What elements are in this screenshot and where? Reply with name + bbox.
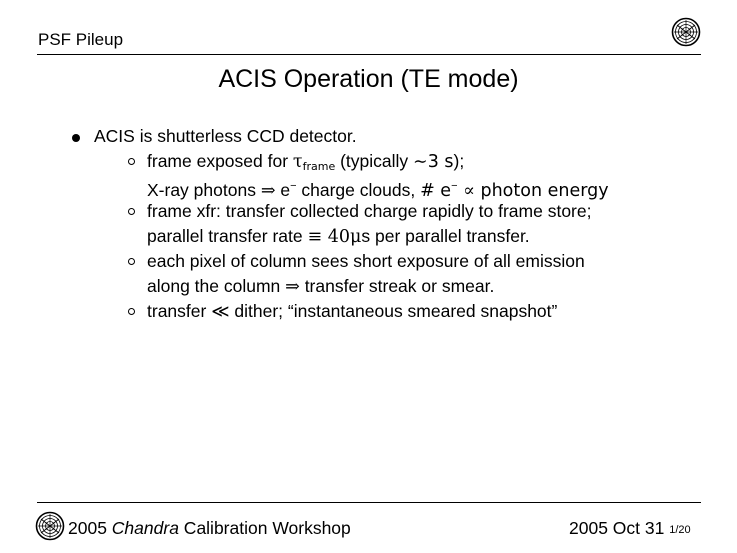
sub-bullet-2-line-2: parallel transfer rate ≡ 40μs per parallel transfer. xyxy=(147,226,530,247)
page-number: 1/20 xyxy=(669,524,691,536)
sub-bullet-4-line-1: transfer ≪ dither; “instantaneous smeared snapshot” xyxy=(147,301,558,322)
slide-title: ACIS Operation (TE mode) xyxy=(218,65,519,93)
bullet-marker xyxy=(72,134,80,142)
header-divider xyxy=(37,54,701,55)
main-bullet-text: ACIS is shutterless CCD detector. xyxy=(94,126,357,146)
chandra-logo-icon xyxy=(35,511,65,541)
sub-bullet-marker xyxy=(128,308,135,315)
sub-bullet-1-line-2: X-ray photons ⇒ e− charge clouds, # e− ∝ photon energy xyxy=(147,180,609,201)
sub-bullet-3-line-2: along the column ⇒ transfer streak or smear. xyxy=(147,276,495,297)
footer-divider xyxy=(37,502,701,503)
sub-bullet-marker xyxy=(128,158,135,165)
sub-bullet-2-line-1: frame xfr: transfer collected charge rapidly to frame store; xyxy=(147,201,592,221)
chandra-logo-icon xyxy=(671,17,701,47)
section-label: PSF Pileup xyxy=(38,30,124,49)
sub-bullet-1-line-1: frame exposed for $\tau_{frame}$ (typically ∼3 s); xyxy=(147,151,465,173)
sub-bullet-marker xyxy=(128,258,135,265)
sub-bullet-marker xyxy=(128,208,135,215)
sub-bullet-3-line-1: each pixel of column sees short exposure of all emission xyxy=(147,251,585,271)
workshop-name: 2005 Chandra Calibration Workshop xyxy=(68,518,351,538)
footer-date: 2005 Oct 31 1/20 xyxy=(569,518,691,538)
